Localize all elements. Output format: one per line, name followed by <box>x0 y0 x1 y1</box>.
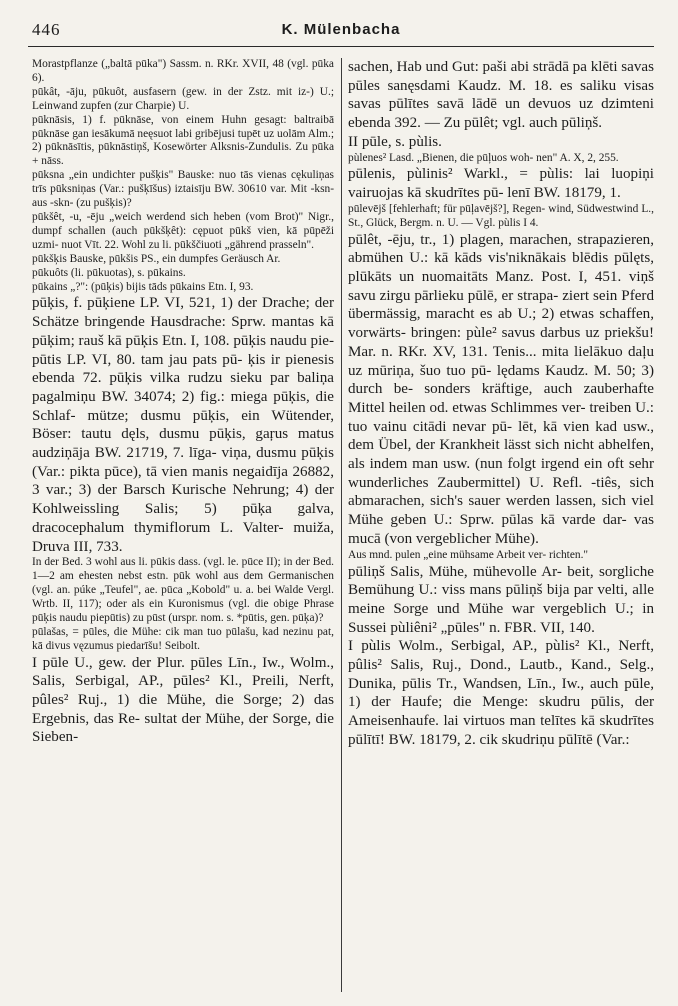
entry-paragraph: In der Bed. 3 wohl aus li. pūkis dass. (vgl. le. pūce II); in der Bed. 1—2 am ehesten nebst estn. pūk wohl aus dem Germanischen (vgl. an. púke „Teufel", ae. pūca „Kobold" u. a. bei Walde Vergl. Wrtb. II, 117); oder als ein Kuronismus (vgl. die obige Phrase pūķis naudu piepūtis) zu pūst (urspr. nom. s. *pūtis, gen. pūķa)? <box>32 556 334 624</box>
entry-paragraph: pūķis, f. pūķiene LP. VI, 521, 1) der Drache; der Schätze bringende Hausdrache: Sprw. mantas kā pūķim; rauš kā pūķis Etn. I, 108. pūķis naudu pie- pūtis LP. VI, 80. tam jau pats pū- ķis ir pienesis ebenda 72. pūķis vilka rudzu sieku par baliņa pagalmiņu BW. 34074; 2) fig.: miega pūķis, die Schlaf- mütze; dusmu pūķis, ein Wütender, Böser: tautu dęls, dusmu pūķis, gaŗus matus audziņāja BW. 21719, 7. līga- viņa, dusmu pūķis (Var.: pikta pūce), tā vien manis negaidīja 26882, 3 var.; 3) der Barsch Kurische Nehrung; 4) der Kohlweissling Salis; 5) pūķa galva, dracocephalum thymiflorum L. Valter- muiža, Druva III, 733. <box>32 295 334 555</box>
entry-paragraph: I pūle U., gew. der Plur. pūles Līn., Iw., Wolm., Salis, Serbigal, AP., pūles² Kl., Preili, Nerft, pûles² Ruj., 1) die Mühe, die Sorge; 2) das Ergebnis, das Re- sultat der Mühe, der Sorge, die Sieben- <box>32 654 334 746</box>
entry-paragraph: pūkât, -āju, pūkuôt, ausfasern (gew. in der Zstz. mit iz-) U.; Leinwand zupfen (zur Charpie) U. <box>32 85 334 112</box>
entry-paragraph: pūliņš Salis, Mühe, mühevolle Ar- beit, sorgliche Bemühung U.: viss mans pūliņš bija par velti, alle meine Sorge und Mühe war vergeblich U.; in Sussei pùliêni² „pūles" n. FBR. VII, 140. <box>348 563 654 636</box>
entry-paragraph: pūkšķis Bauske, pūkšis PS., ein dumpfes Geräusch Ar. <box>32 252 281 265</box>
entry-paragraph: pūkšêt, -u, -ēju „weich werdend sich heben (vom Brot)" Nigr., dumpf schallen (auch pūkšķêt): cępuot pūkš vien, kā pūpēži uzmi- nuot Vīt. 22. Wohl zu li. pūkščiuoti „gährend prasseln". <box>32 210 334 251</box>
entry-paragraph: Aus mnd. pulen „eine mühsame Arbeit ver- richten." <box>348 548 589 561</box>
entry-paragraph: II pūle, s. pùlis. <box>348 133 442 150</box>
entry-paragraph: pūkuôts (li. pūkuotas), s. pūkains. <box>32 266 186 279</box>
entry-paragraph: pūknāsis, 1) f. pūknāse, von einem Huhn gesagt: baltraibā pūknāse gan iesākumā neęsuot labi gribējusi tupēt uz uolām Alm.; 2) pūknāsītis, pūknāstiņš, Kosewörter Alksnis-Zundulis. Zu pūka + nāss. <box>32 113 334 168</box>
page-header <box>28 18 654 47</box>
column-divider <box>341 58 342 992</box>
page-number: 446 <box>32 20 61 39</box>
left-column <box>32 58 334 994</box>
entry-paragraph: pūlêt, -ēju, tr., 1) plagen, marachen, strapazieren, abmühen U.: kā kāds vis'niknākais blēdis pūlęts, plūkāts un nuomaitāts Manz. Post. I, 451. viņš savu zirgu pārlieku pūlē, er strapa- ziert sein Pferd übermässig, maracht es ab U.; 2) etwas schaffen, vorwärts- bringen: pùle² savus darbus uz priekšu! Mar. n. RKr. XV, 131. Tenis... mita lielākuo daļu uz mūriņa, šuo tuo pū- lędams Kaudz. M. 50; 3) durch be- sonders kräftige, auch zauberhafte Mittel heilen od. etwas Schlimmes ver- treiben U.: tuo vainu citādi nevar pū- lēt, kā vien kad usw., dem Übel, der Krankheit lässt sich nicht abhelfen, als indem man usw. (nun folgt irgend ein oft sehr wunderliches Zaubermittel) U. Refl. -tiês, sich abmarachen, sich's sauer werden lassen, sich viel Mühe geben U.: Sprw. pūlas kā varde dar- vas mucā (von vergeblicher Mühe). <box>348 231 654 547</box>
entry-paragraph: Morastpflanze („baltā pūka") Sassm. n. RKr. XVII, 48 (vgl. pūka 6). <box>32 58 334 84</box>
right-column <box>348 58 654 994</box>
entry-paragraph: pūksna „ein undichter pušķis" Bauske: nuo tās vienas cękuliņas trīs pūksniņas (Var.: pušķīšus) iztaisīju BW. 30610 var. Mit -ksn- aus -skn- (zu pušķis)? <box>32 169 334 210</box>
running-head: K. Mülenbacha <box>281 21 401 38</box>
entry-paragraph: pūlašas, = pūles, die Mühe: cik man tuo pūlašu, kad nezinu pat, kā divus vęzumus piedarīšu! Seibolt. <box>32 625 334 652</box>
entry-paragraph: pùlenes² Lasd. „Bienen, die pūļuos woh- nen" A. X, 2, 255. <box>348 151 619 164</box>
entry-paragraph: pūlevējš [fehlerhaft; für pūļavējš?], Regen- wind, Südwestwind L., St., Glück, Bergm. n. U. — Vgl. pùlis I 4. <box>348 202 654 229</box>
entry-paragraph: pūlenis, pùlinis² Warkl., = pùlis: lai luopiņi vairuojas kā skudrītes pū- lenī BW. 18179, 1. <box>348 166 654 202</box>
entry-paragraph: pūkains „?": (pūķis) bijis tāds pūkains Etn. I, 93. <box>32 280 254 293</box>
entry-paragraph: sachen, Hab und Gut: paši abi strādā pa klēti savas pūles sanęsdami Kaudz. M. 18. es saliku visas savas pūlītes savā lādē un devuos uz dzimteni ebenda 392. — Zu pūlêt; vgl. auch pūliņš. <box>348 59 654 132</box>
entry-paragraph: I pùlis Wolm., Serbigal, AP., pùlis² Kl., Nerft, pûlis² Salis, Ruj., Dond., Lautb., Kand., Selg., Dunika, pūlis Tr., Wandsen, Līn., Iw., auch pūle, 1) der Haufe; die Menge: skudru pūlis, der Ameisenhaufe. lai virtuos man telītes kā skudrītes pūlītī! BW. 18179, 2. cik skudriņu pūlītē (Var.: <box>348 638 654 748</box>
